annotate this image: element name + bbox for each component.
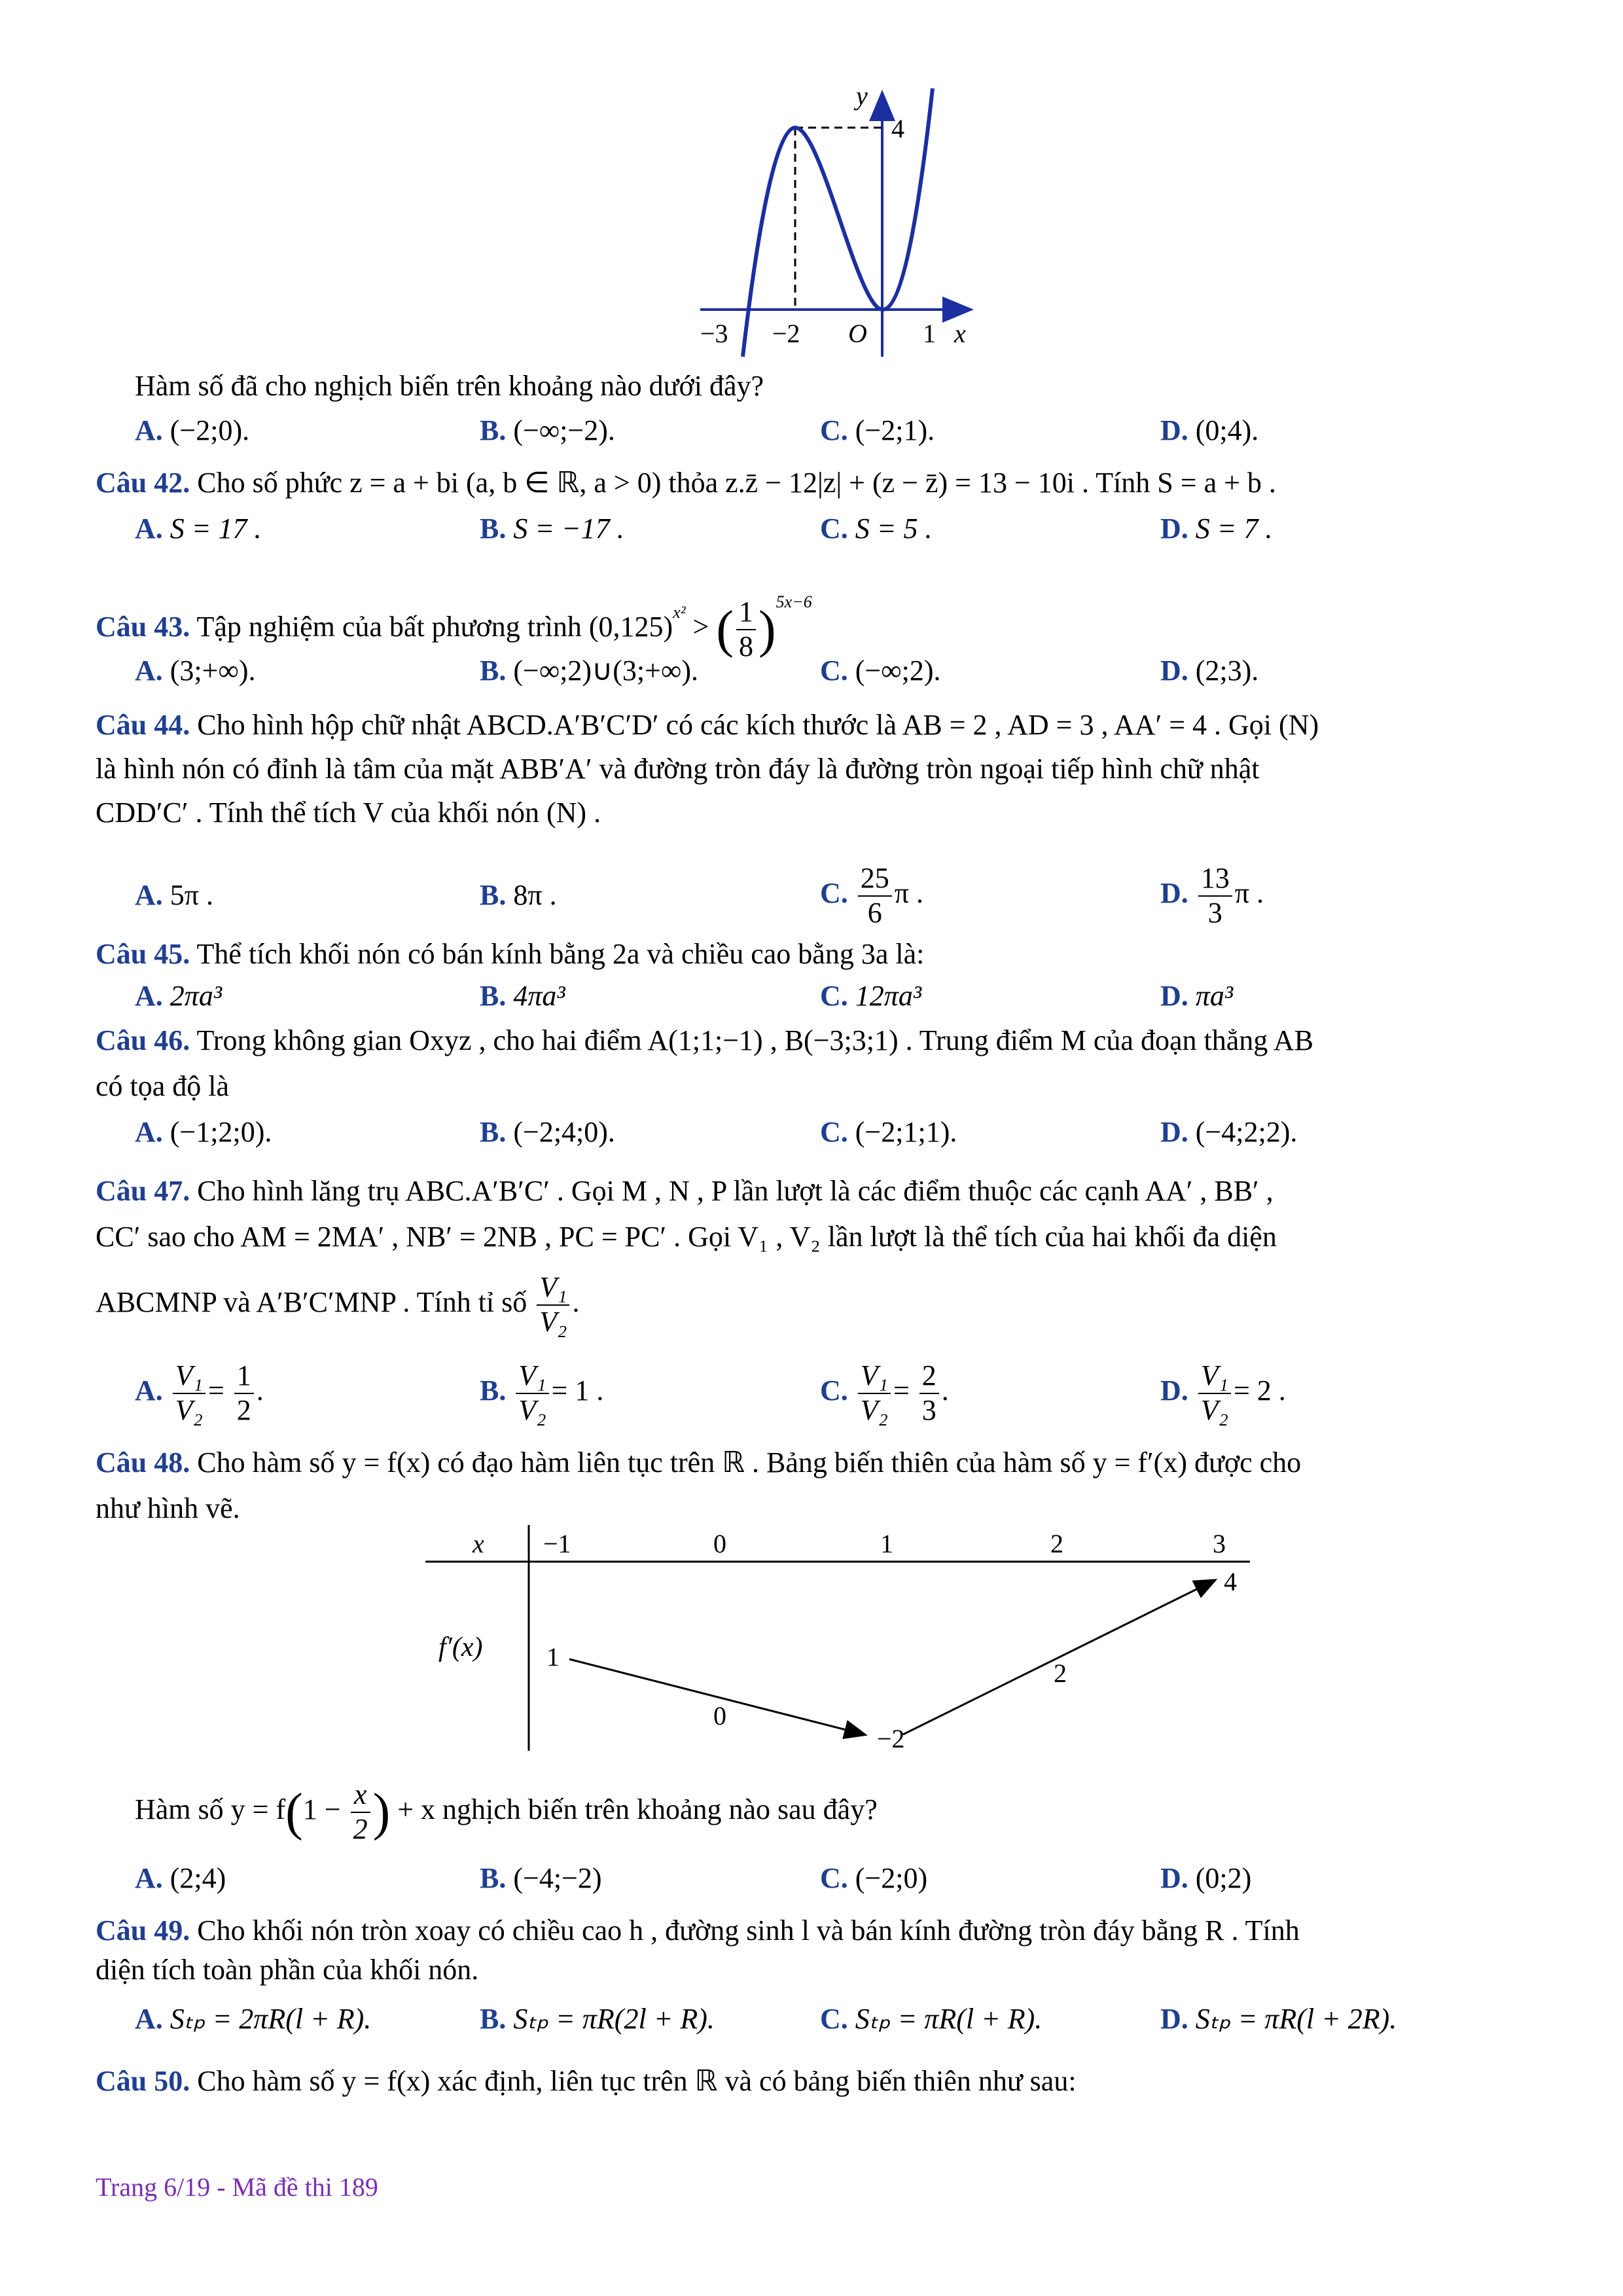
q41-stem: Hàm số đã cho nghịch biến trên khoảng nào dưới đây?	[135, 370, 764, 402]
table-value-0: 0	[713, 1701, 726, 1731]
q43-option-d[interactable]: D. (2;3).	[1160, 655, 1259, 687]
q47-option-b[interactable]: B. $\frac{\text{V₁}}{\text{V₂}}$ = 1 .	[480, 1359, 604, 1426]
q49-option-d[interactable]: D. Sₜₚ = πR(l + 2R).	[1160, 2003, 1397, 2035]
q49-line1: Câu 49. Cho khối nón tròn xoay có chiều cao h , đường sinh l và bán kính đường tròn đáy bằng R . Tính	[96, 1914, 1300, 1946]
q49-option-c[interactable]: C. Sₜₚ = πR(l + R).	[820, 2003, 1043, 2035]
q45-question: Câu 45. Thể tích khối nón có bán kính bằng 2a và chiều cao bằng 3a là:	[96, 938, 925, 970]
q49-option-a[interactable]: A. Sₜₚ = 2πR(l + R).	[135, 2003, 372, 2035]
q44-option-b[interactable]: B. 8π .	[480, 879, 557, 911]
origin-label: O	[848, 319, 867, 348]
q42-option-d[interactable]: D. S = 7 .	[1160, 512, 1273, 545]
q41-option-b[interactable]: B. (−∞;−2).	[480, 414, 615, 446]
q42-option-a[interactable]: A. S = 17 .	[135, 512, 262, 545]
q43-option-a[interactable]: A. (3;+∞).	[135, 655, 256, 687]
q42-option-b[interactable]: B. S = −17 .	[480, 512, 624, 545]
q42-label: Câu 42.	[96, 467, 190, 499]
page-footer: Trang 6/19 - Mã đề thi 189	[96, 2172, 378, 2202]
table-x-3: 3	[1213, 1529, 1226, 1558]
q49-line2: diện tích toàn phần của khối nón.	[96, 1954, 479, 1986]
y-tick-4: 4	[891, 114, 904, 143]
q43-lhs-exp: x²	[673, 603, 686, 622]
table-x-label: x	[473, 1529, 484, 1558]
q49-option-b[interactable]: B. Sₜₚ = πR(2l + R).	[480, 2003, 715, 2035]
function-graph	[681, 75, 995, 363]
table-value-1: 1	[546, 1642, 560, 1672]
table-value-2: 2	[1054, 1659, 1067, 1688]
q46-label: Câu 46.	[96, 1024, 190, 1056]
q48-option-d[interactable]: D. (0;2)	[1160, 1862, 1252, 1894]
q43-option-c[interactable]: C. (−∞;2).	[820, 655, 941, 687]
q48-line1: Câu 48. Cho hàm số y = f(x) có đạo hàm liên tục trên ℝ . Bảng biến thiên của hàm số y = f′(x) được cho	[96, 1446, 1302, 1479]
q46-line2: có tọa độ là	[96, 1070, 230, 1102]
table-value-4: 4	[1224, 1567, 1237, 1596]
q47-line3: ABCMNP và A′B′C′MNP . Tính tỉ số $\frac{\text{V₁}}{\text{V₂}}$ .	[96, 1271, 580, 1338]
q45-option-d[interactable]: D. πa³	[1160, 980, 1234, 1012]
q48-option-b[interactable]: B. (−4;−2)	[480, 1862, 602, 1894]
table-x-1: 1	[880, 1529, 893, 1558]
q47-option-d[interactable]: D. $\frac{\text{V₁}}{\text{V₂}}$ = 2 .	[1160, 1359, 1286, 1426]
x-tick-neg2: −2	[772, 319, 800, 348]
q45-label: Câu 45.	[96, 938, 190, 970]
q44-line2: là hình nón có đỉnh là tâm của mặt ABB′A′ và đường tròn đáy là đường tròn ngoại tiếp hình chữ nhật	[96, 753, 1260, 785]
q44-line1: Câu 44. Cho hình hộp chữ nhật ABCD.A′B′C′D′ có các kích thước là AB = 2 , AD = 3 , AA′ = 4 . Gọi (N)	[96, 709, 1319, 741]
q44-label: Câu 44.	[96, 709, 190, 741]
table-x-2: 2	[1050, 1529, 1063, 1558]
y-axis-label: y	[856, 81, 868, 111]
q47-line1: Câu 47. Cho hình lăng trụ ABC.A′B′C′ . Gọi M , N , P lần lượt là các điểm thuộc các cạnh AA′ , BB′ ,	[96, 1175, 1274, 1207]
q44-option-a[interactable]: A. 5π .	[135, 879, 213, 911]
q43-option-b[interactable]: B. (−∞;2)∪(3;+∞).	[480, 655, 698, 687]
q41-option-d[interactable]: D. (0;4).	[1160, 414, 1259, 446]
q44-option-d[interactable]: D. $\frac{13}{3}$ π .	[1160, 862, 1264, 929]
q46-line1: Câu 46. Trong không gian Oxyz , cho hai điểm A(1;1;−1) , B(−3;3;1) . Trung điểm M của đoạn thẳng AB	[96, 1024, 1313, 1056]
q48-line2: như hình vẽ.	[96, 1492, 240, 1524]
q44-option-c[interactable]: C. $\frac{25}{6}$ π .	[820, 862, 923, 929]
q48-stem: Hàm số y = f(1 − $\frac{x}{2}$ ) + x nghịch biến trên khoảng nào sau đây?	[135, 1778, 878, 1845]
q48-option-c[interactable]: C. (−2;0)	[820, 1862, 928, 1894]
q48-option-a[interactable]: A. (2;4)	[135, 1862, 226, 1894]
q43-rhs-exp: 5x−6	[776, 592, 812, 611]
arrow-increasing	[903, 1581, 1214, 1734]
q46-option-b[interactable]: B. (−2;4;0).	[480, 1116, 615, 1148]
q44-line3: CDD′C′ . Tính thể tích V của khối nón (N) .	[96, 797, 601, 829]
q47-line2: CC′ sao cho AM = 2MA′ , NB′ = 2NB , PC = PC′ . Gọi V₁ , V₂ lần lượt là thể tích của hai khối đa diện	[96, 1221, 1277, 1253]
table-value-neg2: −2	[877, 1724, 905, 1753]
q43-rhs-frac: $\frac{1}{8}$	[736, 596, 756, 663]
q50-label: Câu 50.	[96, 2065, 190, 2097]
q46-option-a[interactable]: A. (−1;2;0).	[135, 1116, 272, 1148]
q45-option-b[interactable]: B. 4πa³	[480, 980, 565, 1012]
q43-lhs: (0,125)	[588, 611, 673, 643]
table-f-label: f′(x)	[438, 1632, 483, 1662]
q47-ratio: $\frac{\text{V₁}}{\text{V₂}}$	[537, 1271, 569, 1338]
table-x-0: 0	[713, 1529, 726, 1558]
q45-option-a[interactable]: A. 2πa³	[135, 980, 223, 1012]
q46-option-c[interactable]: C. (−2;1;1).	[820, 1116, 957, 1148]
q48-label: Câu 48.	[96, 1446, 190, 1479]
q47-option-c[interactable]: C. $\frac{\text{V₁}}{\text{V₂}}$ = $\frac{2}{3}$ .	[820, 1359, 949, 1426]
q47-label: Câu 47.	[96, 1175, 190, 1207]
variation-table	[425, 1525, 1263, 1767]
q41-option-c[interactable]: C. (−2;1).	[820, 414, 935, 446]
q41-option-a[interactable]: A. (−2;0).	[135, 414, 250, 446]
x-tick-neg3: −3	[700, 319, 728, 348]
q47-option-a[interactable]: A. $\frac{\text{V₁}}{\text{V₂}}$ = $\frac{1}{2}$ .	[135, 1359, 264, 1426]
q42-question: Câu 42. Cho số phức z = a + bi (a, b ∈ ℝ, a > 0) thỏa z.z̄ − 12|z| + (z − z̄) = 13 − 10i . Tính S = a + b .	[96, 467, 1276, 499]
x-tick-1: 1	[923, 319, 936, 348]
q50-question: Câu 50. Cho hàm số y = f(x) xác định, liên tục trên ℝ và có bảng biến thiên như sau:	[96, 2065, 1077, 2097]
q42-option-c[interactable]: C. S = 5 .	[820, 512, 933, 545]
q46-option-d[interactable]: D. (−4;2;2).	[1160, 1116, 1298, 1148]
table-x-neg1: −1	[543, 1529, 571, 1558]
q43-label: Câu 43.	[96, 611, 190, 643]
q43-question: Câu 43. Tập nghiệm của bất phương trình $(0,125)^{x^2}$ > ( $\frac{1}{8}$ )$^{5x-6}$	[96, 592, 812, 662]
q49-label: Câu 49.	[96, 1914, 190, 1946]
q45-option-c[interactable]: C. 12πa³	[820, 980, 922, 1012]
x-axis-label: x	[954, 319, 966, 348]
